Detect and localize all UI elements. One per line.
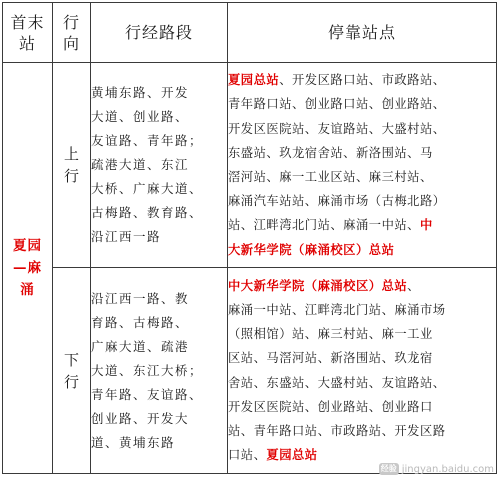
header-direction xyxy=(53,3,91,63)
stop-text: 、开发区路口站、市政路站、 xyxy=(279,73,446,88)
direction-line: 下 xyxy=(63,350,79,369)
stop-text: 麻涌汽车站站、麻涌市场（古梅北路） xyxy=(228,194,446,209)
stop-text: 东盛站、玖龙宿舍站、新洛围站、马 xyxy=(228,145,433,160)
stops-line xyxy=(228,274,496,298)
path-line: 友谊路、青年路； xyxy=(91,133,204,148)
stops-line xyxy=(228,371,496,395)
path-line: 沿江西一路、教 xyxy=(91,290,190,306)
terminal-stop-highlight: 夏园总站 xyxy=(228,72,280,88)
path-line: 育路、古梅路、 xyxy=(91,314,190,330)
direction-down xyxy=(53,268,91,474)
direction-up xyxy=(53,63,91,268)
stops-line xyxy=(228,238,496,262)
stop-text: 麻涌一中站、江畔湾北门站、麻涌市场 xyxy=(228,302,446,317)
path-line: 沿江西一路 xyxy=(91,229,162,244)
stops-line xyxy=(228,346,496,370)
row-up xyxy=(3,63,497,268)
header-terminal-line: 站 xyxy=(18,33,36,53)
stops-line xyxy=(228,213,496,237)
stops-line xyxy=(228,117,496,141)
path-line: 黄埔东路、开发 xyxy=(91,85,190,100)
stops-line xyxy=(228,92,496,116)
stop-text: 站、青年路口站、市政路站、开发区路 xyxy=(228,423,446,438)
row-down xyxy=(3,268,497,474)
stop-text: 开发区医院站、创业路站、创业路口 xyxy=(228,399,433,414)
direction-line: 上 xyxy=(63,145,79,163)
stop-text: 舍站、东盛站、大盛村站、友谊路站、 xyxy=(228,375,446,390)
path-line: 大道、东江大桥； xyxy=(91,362,204,378)
header-stops: 停靠站点 xyxy=(228,3,497,63)
path-line: 广麻大道、疏港 xyxy=(91,338,190,354)
terminal-cell xyxy=(3,63,53,474)
stop-text: 、 xyxy=(407,278,420,293)
watermark xyxy=(379,463,494,475)
path-line: 古梅路、教育路、 xyxy=(91,205,204,220)
header-path: 行经路段 xyxy=(91,3,228,63)
stops-line xyxy=(228,419,496,443)
header-row xyxy=(3,3,497,63)
stop-text: 滘河站、麻一工业区站、麻三村站、 xyxy=(228,170,433,184)
terminal-stop-highlight: 中 xyxy=(419,217,433,233)
terminal-line: 夏园 xyxy=(13,238,42,254)
stops-line xyxy=(228,322,496,346)
header-terminal-line: 首末 xyxy=(10,12,45,32)
stop-text: 开发区医院站、友谊路站、大盛村站、 xyxy=(228,121,446,136)
path-line: 大桥、广麻大道、 xyxy=(91,181,204,196)
baidu-jingyan-logo-icon: 经验 xyxy=(380,464,397,473)
direction-line: 行 xyxy=(63,167,79,185)
stops-line xyxy=(228,165,496,189)
terminal-line: —麻 xyxy=(13,260,42,276)
terminal-stop-highlight: 中大新华学院（麻涌校区）总站 xyxy=(228,277,408,293)
terminal-line: 涌 xyxy=(20,282,35,298)
path-up xyxy=(91,63,228,268)
stop-text: 站、江畔湾北门站、麻涌一中站、 xyxy=(228,218,420,233)
stops-line xyxy=(228,141,496,165)
stops-up xyxy=(228,63,497,268)
stop-text: 区站、马滘河站、新洛围站、玖龙宿 xyxy=(228,351,433,366)
header-direction-line: 行 xyxy=(62,12,80,32)
stops-line xyxy=(228,189,496,213)
path-line: 疏港大道、东江 xyxy=(91,157,190,172)
bus-route-table xyxy=(2,2,497,474)
direction-line: 行 xyxy=(63,372,79,391)
stop-text: 口站、 xyxy=(228,448,267,463)
stops-line xyxy=(228,68,496,92)
header-direction-line: 向 xyxy=(62,33,80,53)
path-line: 道、黄埔东路 xyxy=(91,434,176,450)
path-line: 青年路、友谊路、 xyxy=(91,386,204,402)
terminal-stop-highlight: 夏园总站 xyxy=(266,447,318,463)
terminal-stop-highlight: 大新华学院（麻涌校区）总站 xyxy=(228,241,395,257)
header-terminal xyxy=(3,3,53,63)
path-down xyxy=(91,268,228,474)
stop-text: （照相馆）站、麻三村站、麻一工业 xyxy=(228,327,433,342)
stops-down xyxy=(228,268,497,474)
stops-line xyxy=(228,395,496,419)
stop-text: 青年路口站、创业路口站、创业路站、 xyxy=(228,97,446,112)
watermark-text: jingyan.baidu.com xyxy=(401,463,494,475)
stops-line xyxy=(228,298,496,322)
path-line: 创业路、开发大 xyxy=(91,410,190,426)
path-line: 大道、创业路、 xyxy=(91,109,190,124)
